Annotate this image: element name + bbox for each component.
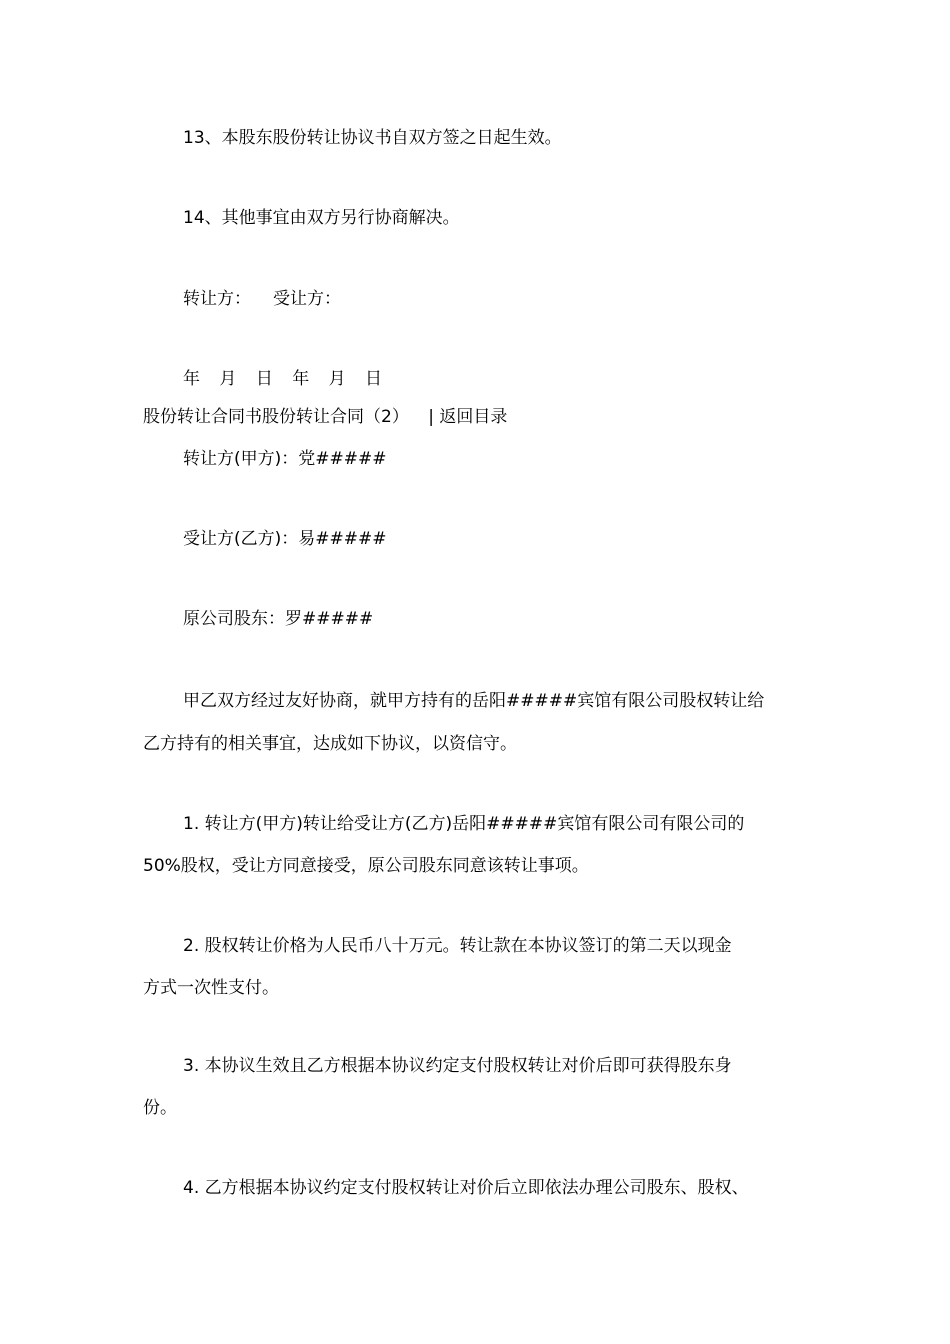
date-month-1: 月 (219, 369, 237, 389)
article-1-line-2: 50%股权，受让方同意接受，原公司股东同意该转让事项。 (143, 856, 589, 876)
date-row (183, 368, 396, 390)
date-month-2: 月 (328, 369, 346, 389)
intro-line-2: 乙方持有的相关事宜，达成如下协议，以资信守。 (143, 734, 517, 754)
article-3-line-2: 份。 (143, 1098, 177, 1118)
signature-row (183, 288, 341, 310)
original-shareholder: 原公司股东：罗##### (183, 609, 374, 629)
clause-13: 13、本股东股份转让协议书自双方签之日起生效。 (183, 128, 562, 148)
intro-line-1: 甲乙双方经过友好协商，就甲方持有的岳阳#####宾馆有限公司股权转让给 (183, 691, 765, 711)
article-2-line-2: 方式一次性支付。 (143, 978, 279, 998)
date-day-1: 日 (255, 369, 273, 389)
clause-14: 14、其他事宜由双方另行协商解决。 (183, 208, 460, 228)
date-year-1: 年 (183, 369, 200, 389)
section-heading (143, 406, 507, 428)
date-day-2: 日 (365, 369, 383, 389)
article-2-line-1: 2. 股权转让价格为人民币八十万元。转让款在本协议签订的第二天以现金 (183, 936, 732, 956)
article-3-line-1: 3. 本协议生效且乙方根据本协议约定支付股权转让对价后即可获得股东身 (183, 1056, 732, 1076)
heading-separator: | (428, 407, 434, 427)
transferor-label: 转让方： (183, 289, 251, 309)
section-title: 股份转让合同书股份转让合同（2） (143, 407, 409, 427)
back-to-toc-link[interactable]: 返回目录 (439, 407, 508, 427)
transferee-label: 受让方： (273, 289, 341, 309)
party-a: 转让方(甲方)：党##### (183, 449, 387, 469)
party-b: 受让方(乙方)：易##### (183, 529, 387, 549)
date-year-2: 年 (292, 369, 310, 389)
article-4-line-1: 4. 乙方根据本协议约定支付股权转让对价后立即依法办理公司股东、股权、 (183, 1178, 749, 1198)
article-1-line-1: 1. 转让方(甲方)转让给受让方(乙方)岳阳#####宾馆有限公司有限公司的 (183, 814, 745, 834)
